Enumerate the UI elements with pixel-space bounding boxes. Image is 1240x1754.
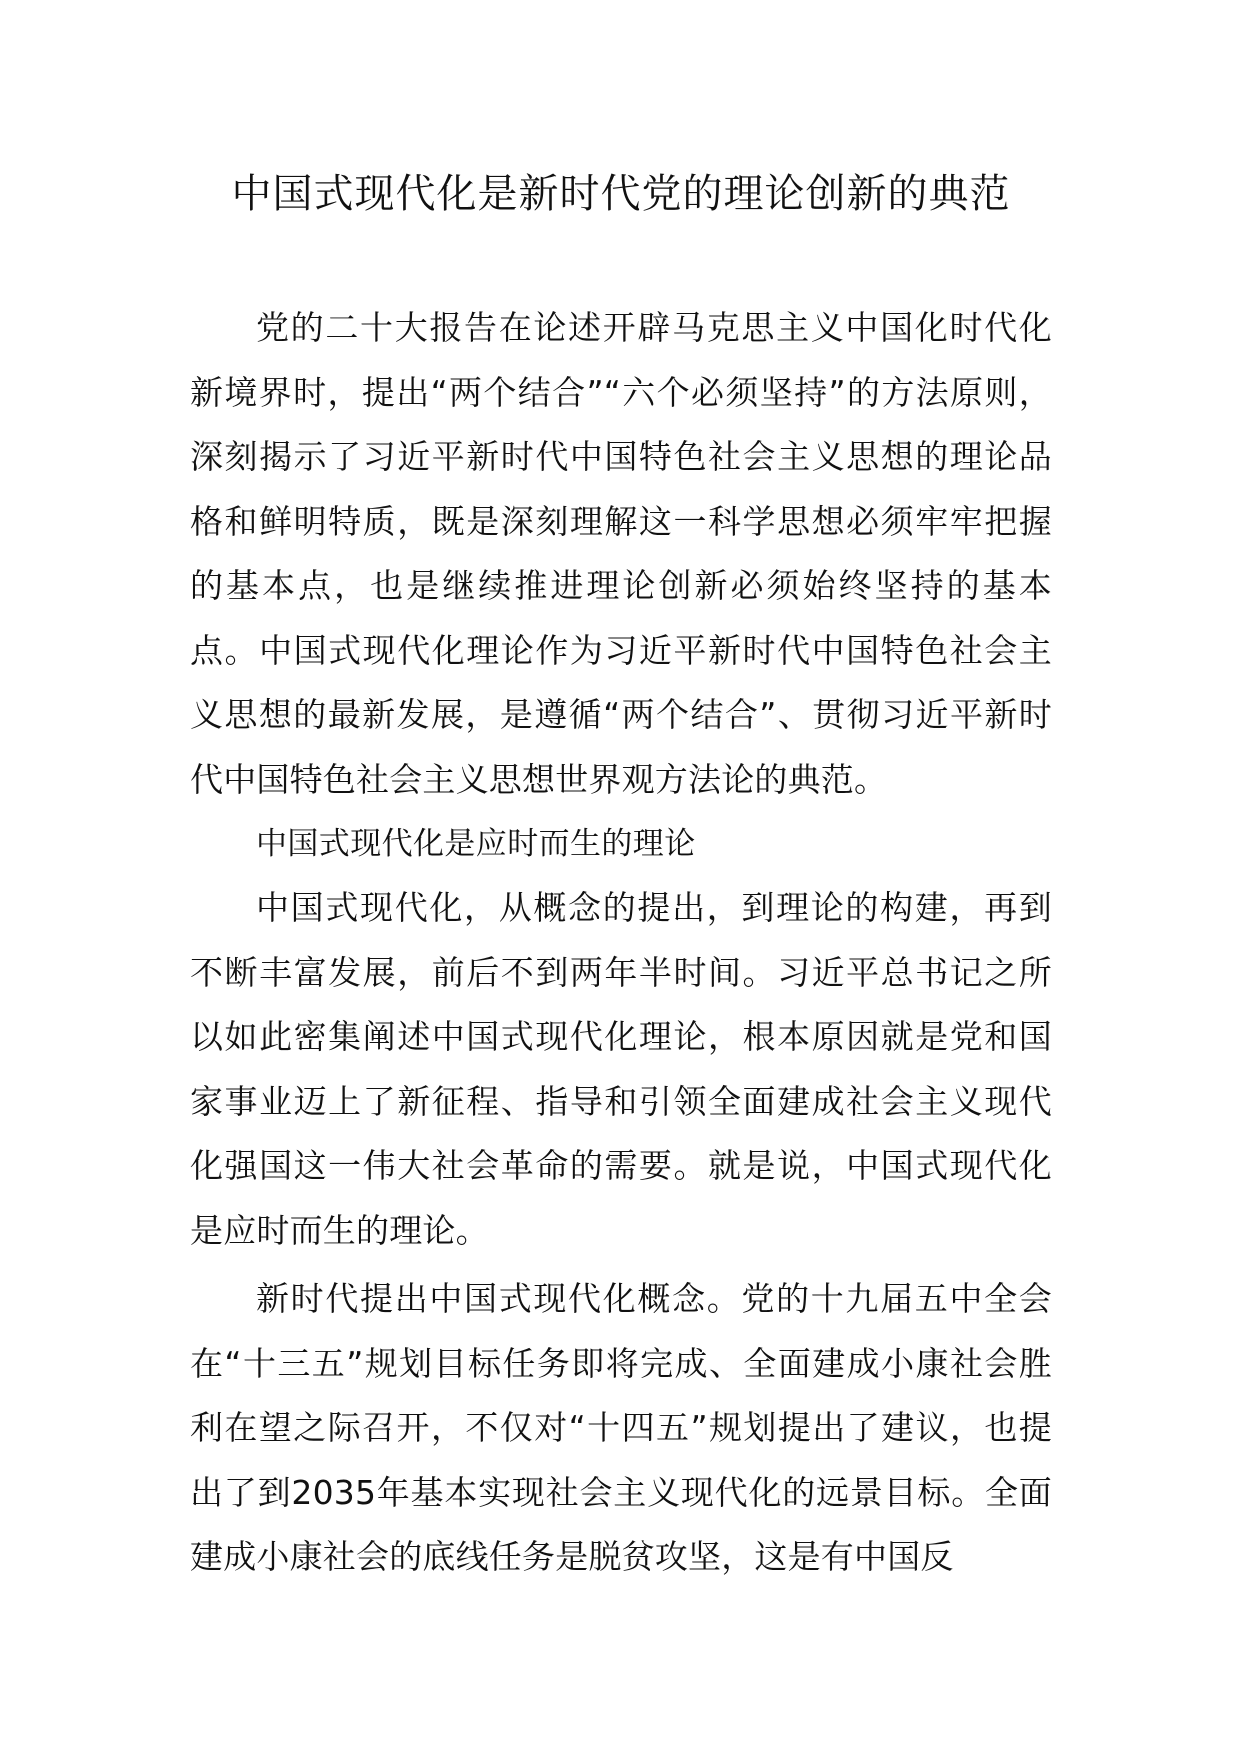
document-body [190, 296, 1052, 1590]
body-paragraph: 中国式现代化，从概念的提出，到理论的构建，再到不断丰富发展，前后不到两年半时间。习近平总书记之所以如此密集阐述中国式现代化理论，根本原因就是党和国家事业迈上了新征程、指导和引领全面建成社会主义现代化强国这一伟大社会革命的需要。就是说，中国式现代化是应时而生的理论。 [190, 888, 1052, 1250]
document-title: 中国式现代化是新时代党的理论创新的典范 [231, 171, 1011, 217]
body-paragraph: 新时代提出中国式现代化概念。党的十九届五中全会在“十三五”规划目标任务即将完成、全面建成小康社会胜利在望之际召开，不仅对“十四五”规划提出了建议，也提出了到2035年基本实现社会主义现代化的远景目标。全面建成小康社会的底线任务是脱贫攻坚，这是有中国反 [190, 1279, 1052, 1576]
intro-paragraph: 党的二十大报告在论述开辟马克思主义中国化时代化新境界时，提出“两个结合”“六个必须坚持”的方法原则，深刻揭示了习近平新时代中国特色社会主义思想的理论品格和鲜明特质，既是深刻理解这一科学思想必须牢牢把握的基本点，也是继续推进理论创新必须始终坚持的基本点。中国式现代化理论作为习近平新时代中国特色社会主义思想的最新发展，是遵循“两个结合”、贯彻习近平新时代中国特色社会主义思想世界观方法论的典范。 [190, 308, 1052, 799]
section-heading: 中国式现代化是应时而生的理论 [256, 826, 696, 862]
